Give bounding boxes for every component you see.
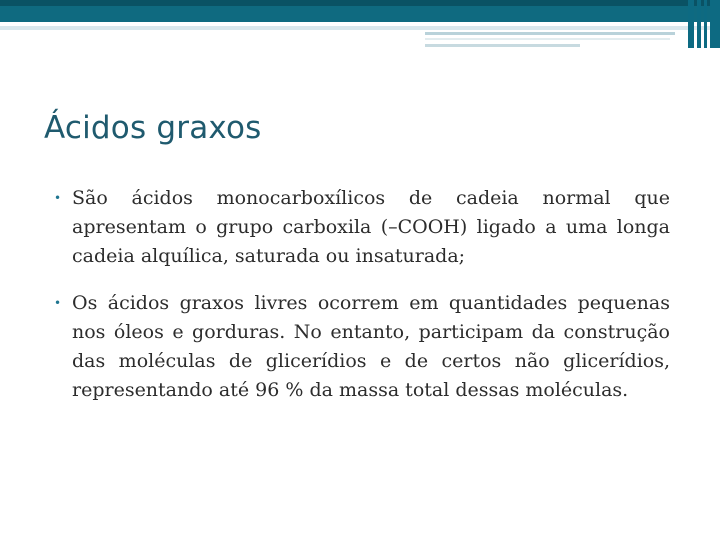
bullet-icon: • <box>54 191 62 205</box>
bullet-icon: • <box>54 296 62 310</box>
header-band-top <box>0 0 720 6</box>
bullet-list <box>54 184 670 423</box>
decor-bar <box>697 0 701 48</box>
list-item <box>54 184 670 271</box>
bullet-text: São ácidos monocarboxílicos de cadeia normal que apresentam o grupo carboxila (–COOH) ligado a uma longa cadeia alquílica, saturada ou insaturada; <box>72 187 670 267</box>
decor-bar <box>710 0 720 48</box>
decor-bar <box>704 0 707 48</box>
decor-stripe <box>425 44 580 47</box>
decor-stripe <box>425 38 670 40</box>
list-item <box>54 289 670 405</box>
bullet-text: Os ácidos graxos livres ocorrem em quantidades pequenas nos óleos e gorduras. No entanto, participam da construção das moléculas de glicerídios e de certos não glicerídios, representando até 96 % da massa total dessas moléculas. <box>72 292 670 401</box>
slide-title: Ácidos graxos <box>44 110 262 146</box>
decor-stripe <box>425 32 675 35</box>
decor-bar <box>688 0 694 48</box>
decor-stripe <box>0 26 720 30</box>
